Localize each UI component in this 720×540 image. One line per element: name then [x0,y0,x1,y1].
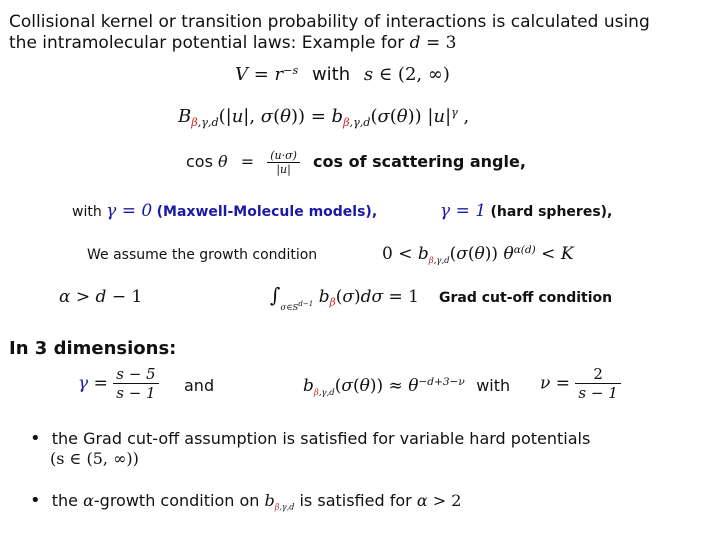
case-hard: γ = 1 (hard spheres), [440,201,613,221]
with-3d: with [476,376,511,395]
d-equals: d [409,33,421,53]
intro-line-1: Collisional kernel or transition probability of interactions is calculated using [9,12,650,32]
alpha-condition: α > d − 1 [59,287,143,307]
growth-formula: $0 < b_{\beta,\gamma,d}(\sigma(\theta)) \theta^{\alpha(d)} < K$ [382,244,574,266]
gamma-fraction: $\frac{s - 5}{s - 1}$ [113,365,158,402]
grad-label [439,290,612,306]
cos-fraction: $\frac{(u\cdot\sigma)}{|u|}$ [267,149,300,176]
bullet-2-part-2: -growth condition on [93,491,260,510]
case-maxwell: with γ = 0 (Maxwell-Molecule models), [72,201,378,221]
scattering-caption: cos of scattering angle, [313,152,526,171]
bullet-1-line-1: the Grad cut-off assumption is satisfied for variable hard potentials [51,429,591,448]
intro-line-2-text: the intramolecular potential laws: Example for [9,33,405,53]
bullet-dot-1: • [30,428,41,449]
bullet-2-part-3: is satisfied for [299,491,412,510]
three-d-heading: In 3 dimensions: [9,338,177,359]
intro-line-2: the intramolecular potential laws: Example for d = 3 [9,33,457,53]
d-value: 3 [445,33,457,53]
b-asymptotic: $b_{\beta,\gamma,d}(\sigma(\theta)) \approx \theta^{-d+3-\nu}$ with [303,376,511,398]
cos-formula: cos θ = $\frac{(u\cdot\sigma)}{|u|}$ cos of scattering angle, [186,149,526,176]
gamma-3d: γ = $\frac{s - 5}{s - 1}$ [78,365,159,402]
kernel-formula: $B_{\beta,\gamma,d}(|u|$, $\sigma(\theta)) = b_{\beta,\gamma,d}(\sigma(\theta))$ $|u|^\gamma$ , [178,106,470,130]
bullet-dot-2: • [30,490,41,511]
potential-with: with [311,64,351,86]
maxwell-label: (Maxwell-Molecule models), [156,204,378,220]
potential-formula: $V = r^{-s}$ with s ∈ (2, ∞) [235,64,450,86]
and-text: and [184,376,215,395]
nu-fraction: $\frac{2}{s - 1}$ [575,365,620,402]
grad-integral: $\int_{\sigma\in S^{d-1}}$ $b_\beta(\sigma)d\sigma = 1$ [270,283,419,313]
bullet-2-part-1: the [51,491,78,510]
growth-text: We assume the growth condition [87,247,318,263]
bullet-2: • the α-growth condition on $b_{\beta,\gamma,d}$ is satisfied for α > 2 [30,490,462,512]
bullet-1-line-2: (s ∈ (5, ∞)) [50,449,139,468]
s-range: (2, ∞) [397,64,450,86]
cases-with: with [72,204,102,220]
grad-label-text: Grad cut-off condition [439,290,613,306]
nu-formula: ν = $\frac{2}{s - 1}$ [540,365,621,402]
bullet-1 [30,428,590,449]
hard-label: (hard spheres), [490,204,613,220]
